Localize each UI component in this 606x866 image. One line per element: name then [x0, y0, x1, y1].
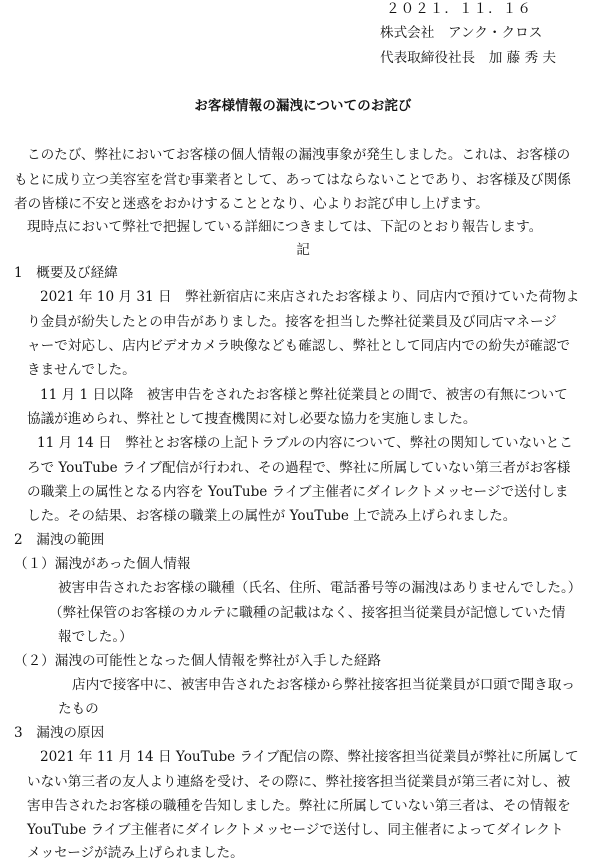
section-heading: 1 概要及び経緯 [14, 265, 118, 281]
section1-p3-line: の職業上の属性となる内容を YouTube ライブ主催者にダイレクトメッセージで送付しま [27, 484, 569, 500]
section3-p1-line: メッセージが読み上げられました。 [27, 845, 244, 861]
intro-line: 者の皆様に不安と迷惑をおかけすることとなり、心よりお詫び申し上げます。 [14, 196, 489, 212]
section2-sub1-line: 被害申告されたお客様の職種（氏名、住所、電話番号等の漏洩はありませんでした。） [58, 580, 582, 596]
section-heading: 2 漏洩の範囲 [14, 532, 105, 548]
section1-p2-line: 協議が進められ、弊社として捜査機関に対し必要な協力を実施しました。 [27, 411, 477, 427]
subsection-heading: （１）漏洩があった個人情報 [14, 556, 191, 572]
section3-p1-line: YouTube ライブ主催者にダイレクトメッセージで送付し、同主催者によってダイレクト [27, 822, 564, 838]
section3-p1-line: 2021 年 11 月 14 日 YouTube ライブ配信の際、弊社接客担当従業員が弊社に所属して [40, 749, 579, 765]
intro-line: もとに成り立つ美容室を営む事業者として、あってはならないことであり、お客様及び関係 [14, 172, 571, 188]
section1-p1-line: 2021 年 10 月 31 日 弊社新宿店に来店されたお客様より、同店内で預けていた荷物よ [40, 289, 580, 305]
section2-sub1-line: 報でした。） [58, 629, 133, 645]
section3-p1-line: いない第三者の友人より連絡を受け、その際に、弊社接客担当従業員が第三者に対し、被 [27, 774, 571, 790]
company-name: 株式会社 アンク・クロス [380, 25, 543, 41]
section-heading: 3 漏洩の原因 [14, 725, 105, 741]
ki-marker: 記 [296, 242, 310, 258]
section1-p3-line: した。その結果、お客様の職業上の属性が YouTube 上で読み上げられました。 [27, 508, 517, 524]
section1-p3-line: 11 月 14 日 弊社とお客様の上記トラブルの内容について、弊社の関知していないとこ [37, 435, 573, 451]
section1-p1-line: り金員が紛失したとの申告がありました。接客を担当した弊社従業員及び同店マネージ [27, 314, 557, 330]
document-title: お客様情報の漏洩についてのお詫び [194, 98, 412, 114]
intro-line: 現時点において弊社で把握している詳細につきましては、下記のとおり報告します。 [27, 219, 543, 235]
section3-p1-line: 害申告されたお客様の職種を告知しました。弊社に所属していない第三者は、その情報を [27, 798, 571, 814]
section1-p1-line: きませんでした。 [27, 362, 136, 378]
section2-sub2-line: たもの [58, 701, 99, 717]
section1-p1-line: ャーで対応し、店内ビデオカメラ映像なども確認し、弊社として同店内での紛失が確認で [27, 338, 571, 354]
intro-line: このたび、弊社においてお客様の個人情報の漏洩事象が発生しました。これは、お客様の [27, 147, 571, 163]
subsection-heading: （２）漏洩の可能性となった個人情報を弊社が入手した経路 [14, 653, 382, 669]
letter-date: ２０２１．１１．１６ [386, 1, 532, 17]
representative-name: 代表取締役社長 加 藤 秀 夫 [380, 50, 557, 66]
section2-sub1-line: （弊社保管のお客様のカルテに職種の記載はなく、接客担当従業員が記憶していた情 [49, 605, 566, 621]
section1-p2-line: 11 月 1 日以降 被害申告をされたお客様と弊社従業員との間で、被害の有無について [40, 387, 568, 403]
section2-sub2-line: 店内で接客中に、被害申告されたお客様から弊社接客担当従業員が口頭で聞き取っ [72, 677, 575, 693]
section1-p3-line: ろで YouTube ライブ配信が行われ、その過程で、弊社に所属していない第三者がお客様 [27, 460, 571, 476]
